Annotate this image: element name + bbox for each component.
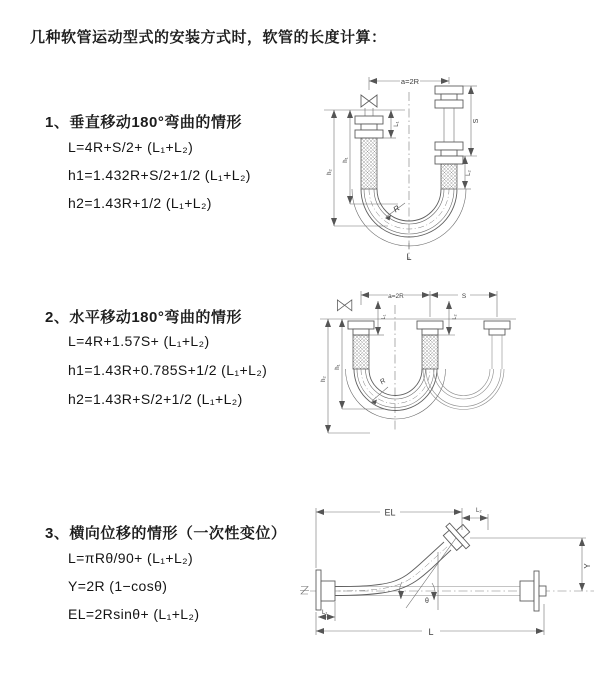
dim-label-a2r: a=2R [388,293,404,300]
dim-label-h2: h₂ [327,169,333,175]
braided-hose-middle [422,335,438,369]
section3-formula-L: L=πRθ/90+ (L₁+L₂) [68,550,194,566]
braided-hose-left [353,335,369,369]
dim-label-L2: L₂ [476,508,482,514]
section2-formula-h2: h2=1.43R+S/2+1/2 (L₁+L₂) [68,391,243,407]
dim-label-h1: h₁ [343,157,349,163]
diagram-vertical-180-bend [308,64,598,264]
braided-hose-left [361,138,377,189]
centerline-symbol [300,587,309,595]
dim-label-h2: h₂ [321,376,327,382]
dim-label-L: L [428,627,434,637]
dim-label-S: S [473,118,480,124]
braided-hose-right [441,164,457,189]
dim-label-a2r: a=2R [400,77,420,86]
dim-label-L2: L₂ [452,314,458,320]
section3-heading: 3、横向位移的情形（一次性变位） [45,525,287,542]
hose-bend [369,369,422,396]
diagram-horizontal-180-bend [308,281,598,453]
dim-label-R: R [391,203,402,215]
dim-label-Y: Y [583,563,592,569]
section1-formula-h1: h1=1.432R+S/2+1/2 (L₁+L₂) [68,167,251,183]
dim-label-h1: h₁ [335,364,341,370]
dim-label-S: S [461,293,467,300]
section3-formula-EL: EL=2Rsinθ+ (L₁+L₂) [68,606,200,622]
dim-label-L2: L₂ [466,170,472,176]
valve-icon [337,300,351,311]
section1-heading: 1、垂直移动180°弯曲的情形 [45,114,242,131]
section2-formula-L: L=4R+1.57S+ (L₁+L₂) [68,333,210,349]
section2-heading: 2、水平移动180°弯曲的情形 [45,309,242,326]
section1-formula-h2: h2=1.43R+1/2 (L₁+L₂) [68,195,212,211]
section2-formula-h1: h1=1.43R+0.785S+1/2 (L₁+L₂) [68,362,268,378]
dim-label-EL: EL [384,507,396,518]
dim-label-theta: θ [425,598,429,605]
section3-formula-Y: Y=2R (1−cosθ) [68,578,168,594]
page-title: 几种软管运动型式的安装方式时，软管的长度计算： [30,29,387,46]
dim-label-L1: L₁ [394,121,400,127]
dim-label-R: R [379,377,388,387]
valve-icon [361,95,377,107]
section1-formula-L: L=4R+S/2+ (L₁+L₂) [68,139,194,155]
dim-label-L1: L₁ [322,610,328,616]
dim-label-L1: L₁ [381,314,387,320]
dim-label-L: L [406,252,412,262]
diagram-lateral-displacement [298,500,598,642]
